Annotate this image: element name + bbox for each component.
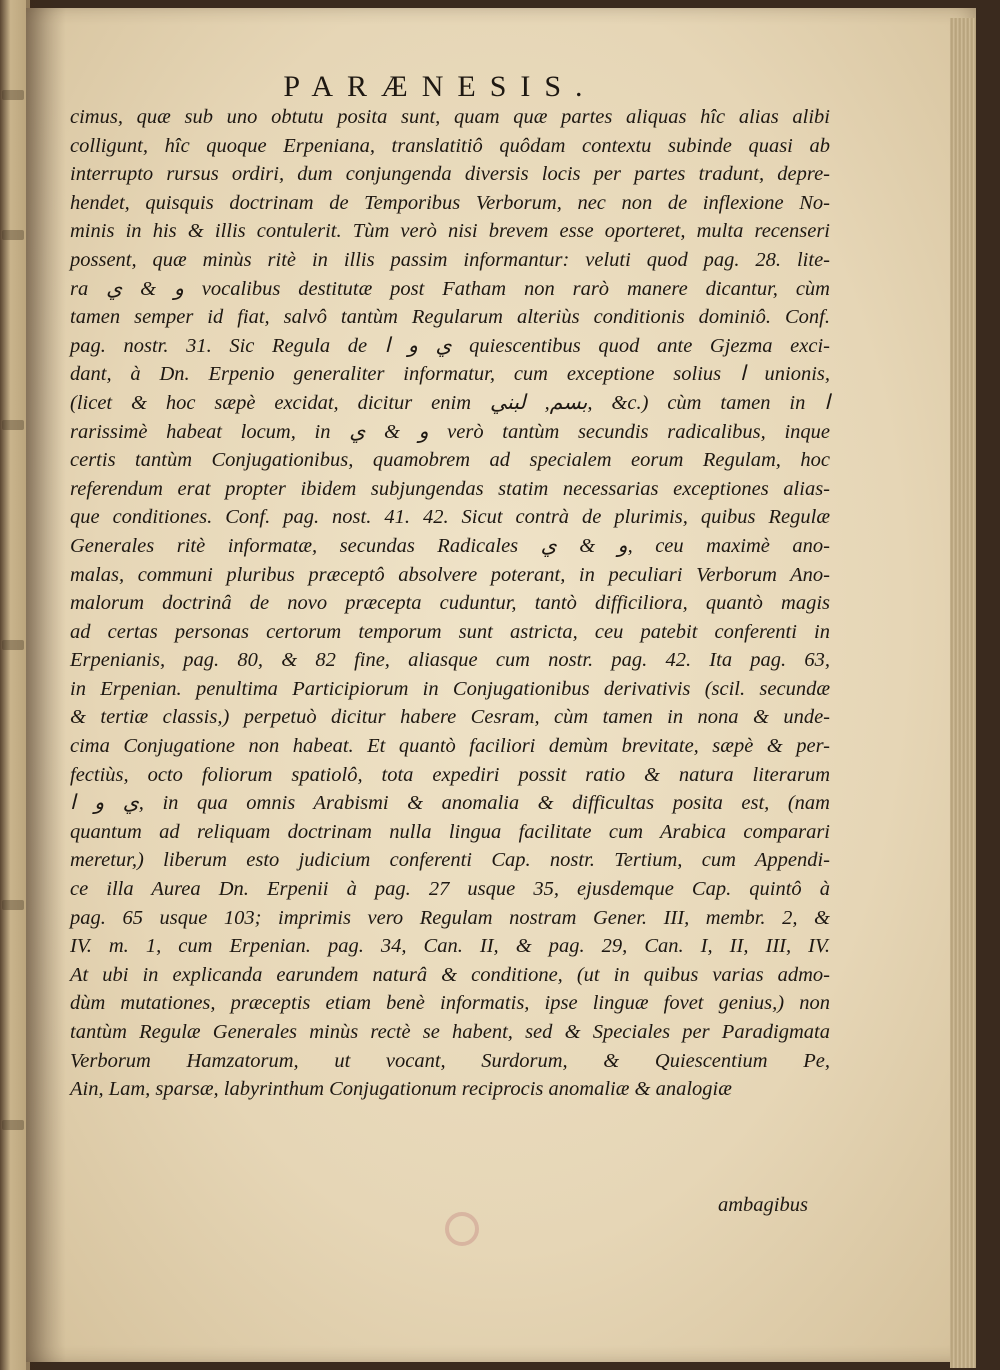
facing-page-mark [2,420,24,430]
text-line: colligunt, hîc quoque Erpeniana, translatitiô quôdam contextu subinde quasi ab [70,134,830,157]
text-line: dant, à Dn. Erpenio generaliter informatur, cum exceptione solius ا unionis, [70,363,830,386]
text-line: minis in his & illis contulerit. Tùm verò nisi brevem esse oporteret, multa recenseri [70,220,830,243]
text-line: cimus, quæ sub uno obtutu posita sunt, quam quæ partes aliquas hîc alias alibi [70,106,830,128]
text-line: meretur,) liberum esto judicium conferenti Cap. nostr. Tertium, cum Appendi- [70,849,830,872]
running-head: PARÆNESIS. [283,70,597,103]
text-line: possent, quæ minùs ritè in illis passim informantur: veluti quod pag. 28. lite- [70,248,830,271]
text-line: hendet, quisquis doctrinam de Temporibus Verborum, nec non de inflexione No- [70,191,830,214]
text-line: referendum erat propter ibidem subjungendas statim necessarias exceptiones alias- [70,477,830,500]
text-line: & tertiæ classis,) perpetuò dicitur habere Cesram, cùm tamen in nona & unde- [70,706,830,729]
ink-stain [445,1212,479,1246]
text-line: in Erpenian. penultima Participiorum in Conjugationibus derivativis (scil. secundæ [70,677,830,700]
text-line: Verborum Hamzatorum, ut vocant, Surdorum, & Quiescentium Pe, [70,1049,830,1072]
text-line: Ain, Lam, sparsæ, labyrinthum Conjugationum reciprocis anomaliæ & analogiæ [70,1078,732,1101]
text-line: pag. nostr. 31. Sic Regula de ي و ا quiescentibus quod ante Gjezma exci- [70,334,830,357]
text-line: malorum doctrinâ de novo præcepta cuduntur, tantò difficiliora, quantò magis [70,592,830,615]
text-line: interrupto rursus ordiri, dum conjungenda diversis locis per partes tradunt, depre- [70,163,830,186]
text-line: ad certas personas certorum temporum sunt astricta, ceu patebit conferenti in [70,620,830,643]
text-line: ce illa Aurea Dn. Erpenii à pag. 27 usque 35, ejusdemque Cap. quintô à [70,878,830,901]
text-line: ra و & ي vocalibus destitutæ post Fatham non rarò manere dicantur, cùm [70,277,830,300]
text-line: certis tantùm Conjugationibus, quamobrem ad specialem eorum Regulam, hoc [70,449,830,472]
text-line: At ubi in explicanda earundem naturâ & conditione, (ut in quibus varias admo- [70,963,830,986]
text-line: tantùm Regulæ Generales minùs rectè se habent, sed & Speciales per Paradigmata [70,1021,830,1043]
text-line: tamen semper id fiat, salvô tantùm Regularum alteriùs conditionis dominiô. Conf. [70,306,830,329]
gutter-shadow [26,0,66,1370]
text-line: que conditiones. Conf. pag. nost. 41. 42. Sicut contrà de plurimis, quibus Regulæ [70,506,830,529]
text-line: (licet & hoc sæpè excidat, dicitur enim بسم, لبني, &c.) cùm tamen in ا [70,391,831,414]
catchword: ambagibus [718,1194,808,1216]
text-line: cima Conjugatione non habeat. Et quantò faciliori demùm brevitate, sæpè & per- [70,735,830,758]
text-line: malas, communi pluribus præceptô absolvere poterant, in peculiari Verborum Ano- [70,563,830,586]
text-line: rarissimè habeat locum, in و & ي verò tantùm secundis radicalibus, inque [70,420,830,443]
facing-page-mark [2,90,24,100]
page-fore-edge [950,18,976,1368]
facing-page-mark [2,1120,24,1130]
text-line: Erpenianis, pag. 80, & 82 fine, aliasque cum nostr. pag. 42. Ita pag. 63, [70,649,830,672]
facing-page-mark [2,900,24,910]
facing-page-mark [2,640,24,650]
text-line: Generales ritè informatæ, secundas Radicales و & ي, ceu maximè ano- [70,534,830,557]
text-line: dùm mutationes, præceptis etiam benè informatis, ipse linguæ fovet genius,) non [70,992,830,1015]
text-line: fectiùs, octo foliorum spatiolô, tota expediri possit ratio & natura literarum [70,763,830,786]
text-line: pag. 65 usque 103; imprimis vero Regulam nostram Gener. III, membr. 2, & [70,906,830,929]
body-text [70,103,830,1104]
text-line: ي و ا, in qua omnis Arabismi & anomalia & difficultas posita est, (nam [70,792,830,815]
text-line: IV. m. 1, cum Erpenian. pag. 34, Can. II, & pag. 29, Can. I, II, III, IV. [70,935,830,958]
facing-page-mark [2,230,24,240]
text-line: quantum ad reliquam doctrinam nulla lingua facilitate cum Arabica comparari [70,820,830,843]
